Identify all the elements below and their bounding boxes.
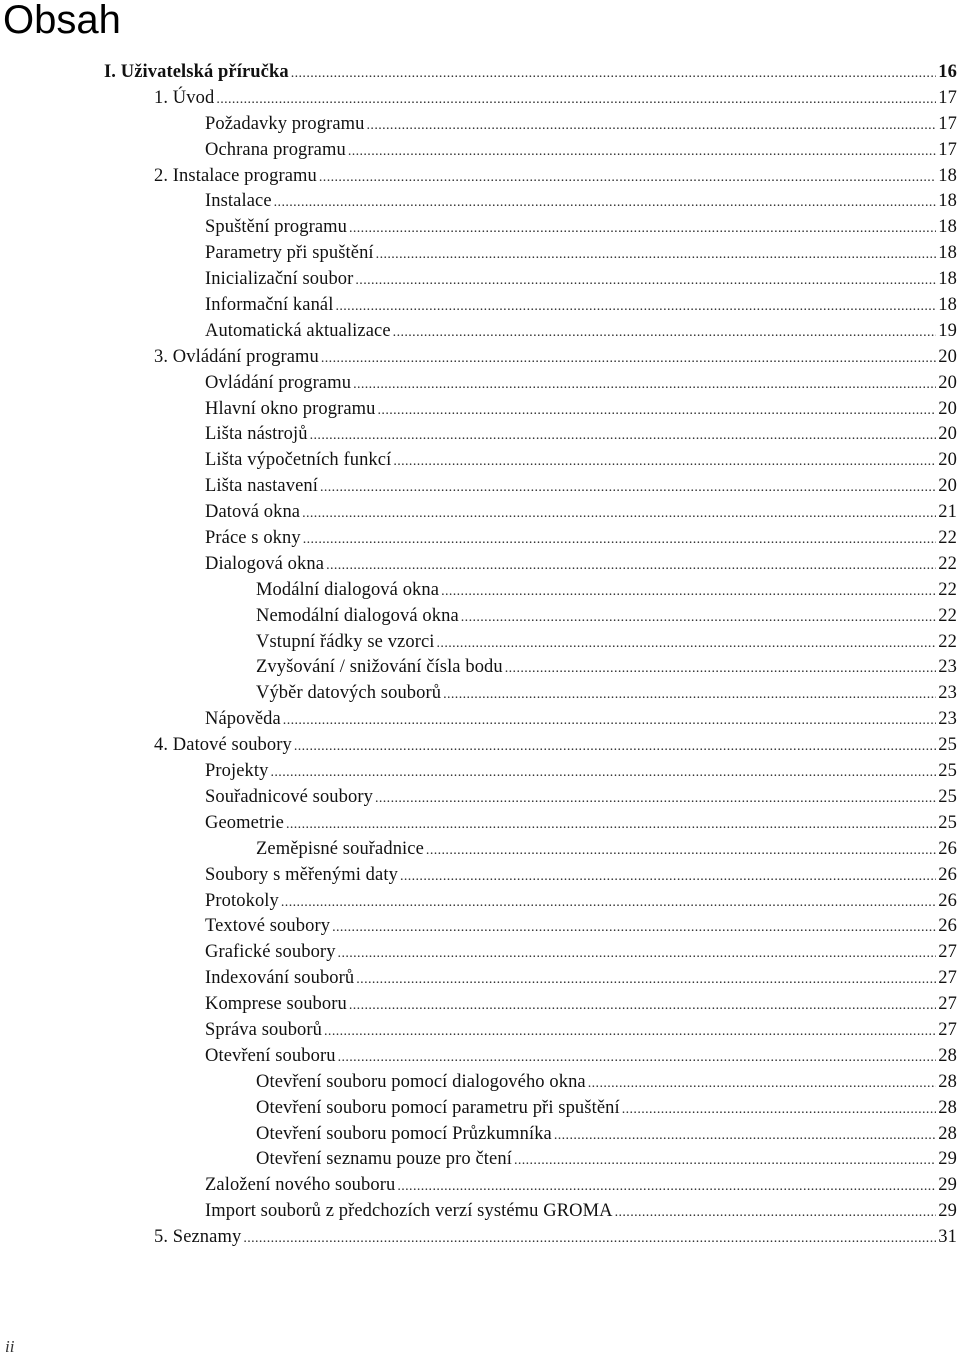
toc-entry-label: Nápověda	[205, 709, 281, 730]
toc-dot-leader	[283, 708, 937, 734]
toc-entry[interactable]	[0, 966, 960, 992]
toc-entry-label: Výběr datových souborů	[256, 683, 442, 704]
toc-dot-leader	[378, 398, 937, 424]
toc-entry-page: 26	[938, 890, 957, 911]
toc-entry-page: 25	[938, 761, 957, 782]
toc-entry-page: 20	[938, 450, 957, 471]
toc-entry-label: Zeměpisné souřadnice	[256, 838, 424, 859]
toc-entry[interactable]	[0, 345, 960, 371]
toc-entry-page: 22	[938, 631, 957, 652]
toc-entry-page: 17	[938, 87, 957, 108]
toc-entry-label: Datová okna	[205, 502, 301, 523]
toc-entry[interactable]	[0, 759, 960, 785]
toc-dot-leader	[319, 165, 936, 191]
toc-dot-leader	[320, 475, 936, 501]
toc-entry-page: 23	[938, 657, 957, 678]
toc-dot-leader	[514, 1148, 936, 1174]
toc-entry[interactable]	[0, 371, 960, 397]
toc-entry[interactable]	[0, 811, 960, 837]
toc-entry-label: Import souborů z předchozích verzí systému GROMA	[205, 1201, 613, 1222]
toc-dot-leader	[326, 553, 936, 579]
toc-dot-leader	[321, 346, 936, 372]
page-number: ii	[5, 1337, 15, 1356]
toc-entry-page: 20	[938, 372, 957, 393]
toc-entry-label: Lišta výpočetních funkcí	[205, 450, 392, 471]
toc-dot-leader	[271, 760, 937, 786]
toc-entry-label: Otevření seznamu pouze pro čtení	[256, 1149, 512, 1170]
toc-entry-label: Dialogová okna	[205, 553, 325, 574]
toc-entry[interactable]	[0, 1225, 960, 1251]
toc-entry-label: Lišta nástrojů	[205, 424, 308, 445]
toc-entry[interactable]	[0, 1147, 960, 1173]
toc-entry[interactable]	[0, 733, 960, 759]
toc-entry-page: 20	[938, 424, 957, 445]
toc-entry[interactable]	[0, 138, 960, 164]
toc-entry[interactable]	[0, 448, 960, 474]
toc-entry-label: Otevření souboru pomocí dialogového okna	[256, 1071, 586, 1092]
toc-entry-label: 5. Seznamy	[154, 1227, 242, 1248]
toc-dot-leader	[375, 786, 936, 812]
toc-dot-leader	[393, 449, 936, 475]
toc-entry[interactable]	[0, 1199, 960, 1225]
toc-entry[interactable]	[0, 630, 960, 656]
toc-dot-leader	[274, 190, 937, 216]
toc-entry-label: Otevření souboru pomocí Průzkumníka	[256, 1123, 552, 1144]
toc-entry-page: 25	[938, 735, 957, 756]
toc-entry[interactable]	[0, 604, 960, 630]
toc-entry-label: Lišta nastavení	[205, 476, 318, 497]
toc-entry[interactable]	[0, 1018, 960, 1044]
toc-entry-page: 28	[938, 1071, 957, 1092]
toc-entry-page: 28	[938, 1097, 957, 1118]
toc-entry-page: 22	[938, 553, 957, 574]
toc-entry-label: Práce s okny	[205, 528, 301, 549]
toc-dot-leader	[426, 838, 936, 864]
toc-entry-page: 26	[938, 916, 957, 937]
toc-entry-label: I. Uživatelská příručka	[104, 62, 289, 82]
toc-entry-label: Indexování souborů	[205, 968, 355, 989]
toc-dot-leader	[286, 812, 936, 838]
toc-dot-leader	[615, 1200, 937, 1226]
toc-entry-label: Inicializační soubor	[205, 269, 354, 290]
toc-dot-leader	[393, 320, 937, 346]
toc-entry-label: Vstupní řádky se vzorci	[256, 631, 435, 652]
toc-entry[interactable]	[0, 1044, 960, 1070]
toc-dot-leader	[281, 890, 936, 916]
toc-entry-page: 22	[938, 528, 957, 549]
toc-entry-label: Komprese souboru	[205, 994, 347, 1015]
toc-entry-label: Instalace	[205, 191, 272, 212]
toc-entry-page: 20	[938, 346, 957, 367]
toc-entry[interactable]	[0, 500, 960, 526]
toc-entry[interactable]	[0, 552, 960, 578]
toc-entry-page: 18	[938, 191, 957, 212]
toc-dot-leader	[443, 682, 936, 708]
toc-dot-leader	[437, 631, 937, 657]
toc-entry-label: Založení nového souboru	[205, 1175, 396, 1196]
toc-entry-label: Souřadnicové soubory	[205, 786, 373, 807]
toc-entry-label: Informační kanál	[205, 295, 334, 316]
toc-dot-leader	[355, 268, 936, 294]
toc-entry[interactable]	[0, 267, 960, 293]
toc-dot-leader	[348, 139, 936, 165]
toc-entry-label: 3. Ovládání programu	[154, 346, 319, 367]
toc-dot-leader	[216, 87, 936, 113]
toc-entry-page: 22	[938, 605, 957, 626]
toc-entry-label: 1. Úvod	[154, 87, 215, 108]
toc-entry-page: 27	[938, 942, 957, 963]
toc-entry-label: Otevření souboru	[205, 1045, 336, 1066]
toc-entry-label: Ochrana programu	[205, 139, 346, 160]
toc-entry-page: 28	[938, 1123, 957, 1144]
page-title: Obsah	[3, 0, 121, 42]
toc-dot-leader	[349, 216, 936, 242]
toc-entry[interactable]	[0, 707, 960, 733]
toc-entry-label: 2. Instalace programu	[154, 165, 317, 186]
toc-entry-label: Modální dialogová okna	[256, 579, 440, 600]
toc-entry-page: 29	[938, 1149, 957, 1170]
toc-entry-label: Hlavní okno programu	[205, 398, 376, 419]
toc-dot-leader	[335, 294, 936, 320]
toc-entry-page: 27	[938, 968, 957, 989]
toc-entry[interactable]	[0, 319, 960, 345]
toc-entry-page: 19	[938, 320, 957, 341]
toc-entry[interactable]	[0, 241, 960, 267]
toc-dot-leader	[400, 864, 936, 890]
toc-dot-leader	[291, 61, 937, 87]
toc-entry[interactable]	[0, 837, 960, 863]
toc-entry-page: 20	[938, 476, 957, 497]
toc-entry-page: 22	[938, 579, 957, 600]
toc-entry-label: Soubory s měřenými daty	[205, 864, 398, 885]
toc-entry[interactable]	[0, 889, 960, 915]
toc-entry-page: 18	[938, 269, 957, 290]
toc-entry[interactable]	[0, 578, 960, 604]
toc-dot-leader	[349, 993, 936, 1019]
toc-entry-page: 27	[938, 994, 957, 1015]
toc-dot-leader	[367, 113, 937, 139]
toc-entry-label: Otevření souboru pomocí parametru při spuštění	[256, 1097, 620, 1118]
toc-entry-label: Nemodální dialogová okna	[256, 605, 459, 626]
toc-entry-page: 26	[938, 838, 957, 859]
toc-entry-page: 21	[938, 502, 957, 523]
toc-dot-leader	[588, 1071, 937, 1097]
toc-dot-leader	[376, 242, 937, 268]
toc-dot-leader	[622, 1097, 937, 1123]
toc-entry-label: Správa souborů	[205, 1019, 323, 1040]
toc-entry-page: 25	[938, 786, 957, 807]
toc-entry-page: 29	[938, 1201, 957, 1222]
toc-entry[interactable]	[0, 681, 960, 707]
toc-entry[interactable]	[0, 86, 960, 112]
toc-entry-page: 18	[938, 243, 957, 264]
toc-entry-page: 18	[938, 165, 957, 186]
toc-entry-label: 4. Datové soubory	[154, 735, 292, 756]
toc-dot-leader	[243, 1226, 936, 1252]
toc-entry[interactable]	[0, 422, 960, 448]
toc-dot-leader	[461, 605, 937, 631]
toc-entry-page: 23	[938, 683, 957, 704]
toc-entry[interactable]	[0, 1173, 960, 1199]
table-of-contents	[0, 60, 960, 1251]
toc-entry-label: Spuštění programu	[205, 217, 347, 238]
toc-entry[interactable]	[0, 526, 960, 552]
toc-dot-leader	[302, 501, 936, 527]
toc-entry-page: 25	[938, 812, 957, 833]
toc-dot-leader	[310, 423, 937, 449]
toc-entry[interactable]	[0, 293, 960, 319]
toc-entry-label: Zvyšování / snižování čísla bodu	[256, 657, 503, 678]
toc-entry-page: 16	[938, 62, 957, 82]
toc-dot-leader	[294, 734, 936, 760]
toc-entry[interactable]	[0, 60, 960, 86]
toc-entry[interactable]	[0, 164, 960, 190]
toc-entry[interactable]	[0, 940, 960, 966]
toc-entry-label: Ovládání programu	[205, 372, 352, 393]
toc-entry-page: 29	[938, 1175, 957, 1196]
toc-entry[interactable]	[0, 397, 960, 423]
toc-entry[interactable]	[0, 863, 960, 889]
toc-entry-page: 17	[938, 139, 957, 160]
toc-dot-leader	[338, 941, 937, 967]
toc-entry-page: 26	[938, 864, 957, 885]
toc-entry[interactable]	[0, 655, 960, 681]
toc-entry-page: 18	[938, 295, 957, 316]
toc-entry-page: 31	[938, 1227, 957, 1248]
toc-entry-page: 28	[938, 1045, 957, 1066]
toc-entry-page: 27	[938, 1019, 957, 1040]
toc-entry[interactable]	[0, 1096, 960, 1122]
toc-entry[interactable]	[0, 215, 960, 241]
toc-entry[interactable]	[0, 189, 960, 215]
toc-dot-leader	[332, 915, 936, 941]
toc-entry-label: Požadavky programu	[205, 113, 365, 134]
toc-entry-label: Protokoly	[205, 890, 279, 911]
toc-entry-label: Projekty	[205, 761, 269, 782]
toc-entry-label: Grafické soubory	[205, 942, 336, 963]
toc-entry[interactable]	[0, 474, 960, 500]
toc-dot-leader	[441, 579, 936, 605]
toc-dot-leader	[505, 656, 937, 682]
toc-entry-page: 23	[938, 709, 957, 730]
toc-entry-page: 20	[938, 398, 957, 419]
toc-entry-label: Automatická aktualizace	[205, 320, 391, 341]
toc-entry[interactable]	[0, 785, 960, 811]
toc-entry[interactable]	[0, 1070, 960, 1096]
toc-entry-label: Textové soubory	[205, 916, 331, 937]
toc-entry-label: Parametry při spuštění	[205, 243, 374, 264]
toc-entry-page: 17	[938, 113, 957, 134]
toc-dot-leader	[324, 1019, 936, 1045]
toc-dot-leader	[303, 527, 937, 553]
toc-dot-leader	[338, 1045, 937, 1071]
toc-dot-leader	[397, 1174, 936, 1200]
toc-dot-leader	[353, 372, 936, 398]
toc-entry-page: 18	[938, 217, 957, 238]
toc-dot-leader	[356, 967, 936, 993]
toc-entry[interactable]	[0, 914, 960, 940]
toc-entry[interactable]	[0, 112, 960, 138]
toc-entry-label: Geometrie	[205, 812, 284, 833]
toc-dot-leader	[554, 1123, 936, 1149]
toc-entry[interactable]	[0, 1122, 960, 1148]
toc-entry[interactable]	[0, 992, 960, 1018]
